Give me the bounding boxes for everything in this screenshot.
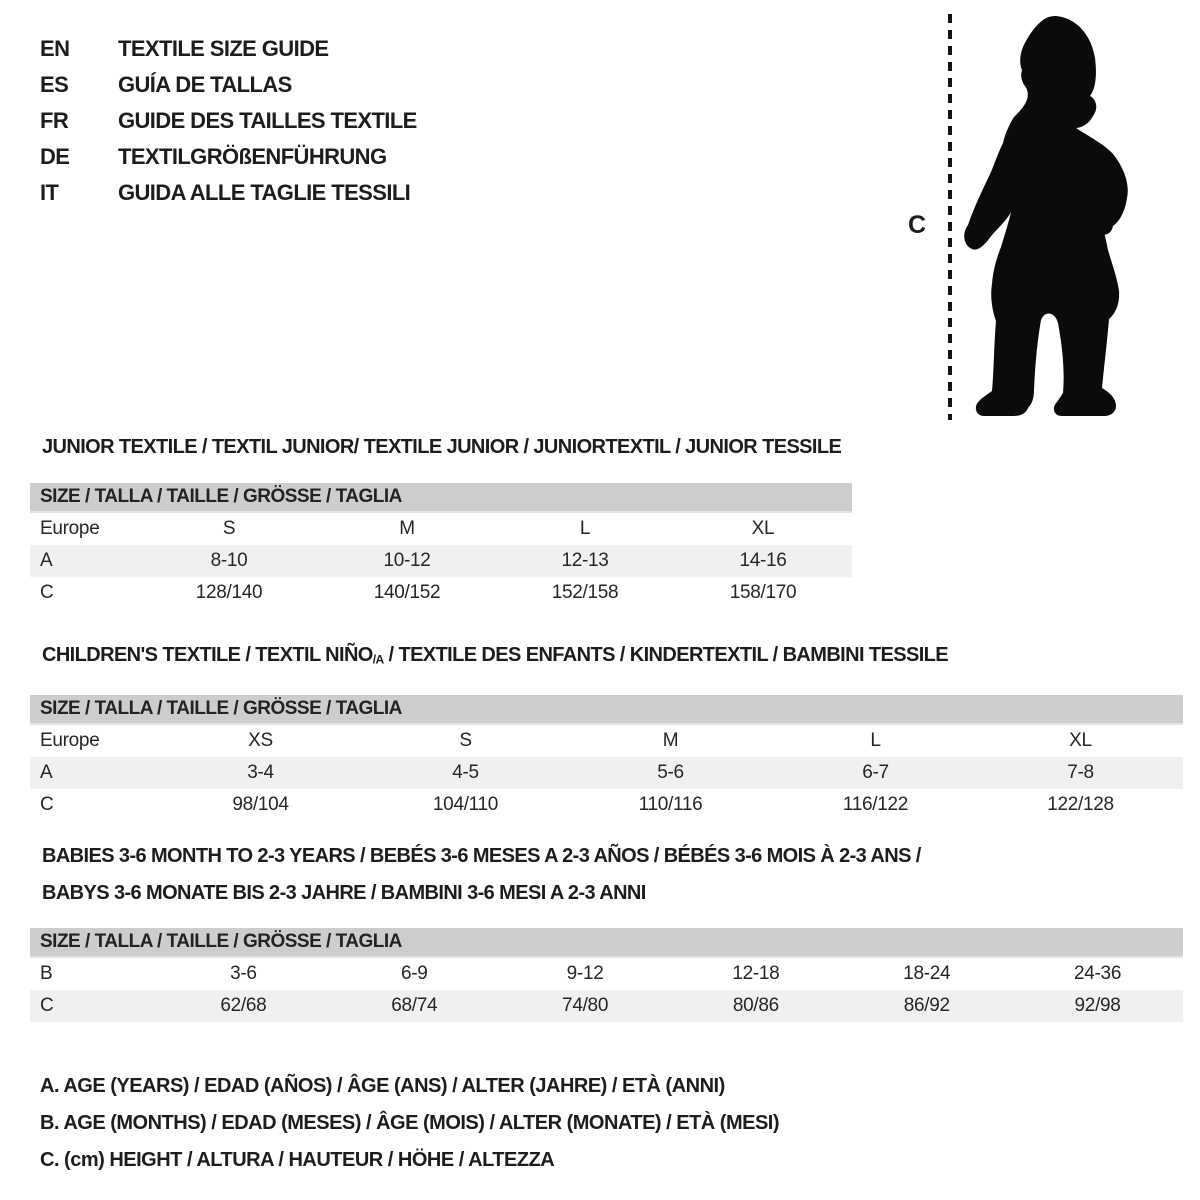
language-row <box>40 175 417 211</box>
table-cell: 4-5 <box>452 761 479 783</box>
table-cell: 80/86 <box>732 995 779 1016</box>
table-header-label: SIZE / TALLA / TAILLE / GRÖSSE / TAGLIA <box>40 486 402 507</box>
language-title: TEXTILGRÖßENFÜHRUNG <box>118 144 387 169</box>
table-cell: 128/140 <box>195 582 263 603</box>
title-segment: CHILDREN'S TEXTILE / TEXTIL NIÑO <box>42 644 373 666</box>
table-cell: 98/104 <box>232 793 289 815</box>
language-row <box>40 139 417 175</box>
table-cell: 7-8 <box>1067 761 1094 783</box>
table-cell: 12-18 <box>732 963 780 984</box>
title-segment: /A <box>372 652 384 667</box>
table-header-band <box>30 483 852 513</box>
size-table-babies <box>30 838 1183 1022</box>
section-title <box>42 838 1183 912</box>
table-cell: 110/116 <box>638 793 703 815</box>
row-label: C <box>40 793 54 815</box>
table-cell: XL <box>751 518 775 539</box>
toddler-silhouette <box>964 16 1128 416</box>
height-measure-label: C <box>908 211 927 239</box>
table-row <box>30 577 852 609</box>
table-row <box>30 545 852 577</box>
table-cell: 152/158 <box>551 582 619 603</box>
table-cell: 74/80 <box>562 995 609 1016</box>
table-cell: 62/68 <box>220 995 267 1016</box>
table-cell: XL <box>1069 729 1092 751</box>
toddler-figure <box>880 0 1200 430</box>
language-code: FR <box>40 108 69 133</box>
table-header-band <box>30 695 1183 725</box>
table-cell: L <box>579 518 591 539</box>
language-code: ES <box>40 72 69 97</box>
table-cell: M <box>662 729 679 751</box>
table-cell: S <box>459 729 472 751</box>
title-segment: BABYS 3-6 MONATE BIS 2-3 JAHRE / BAMBINI 3-6 MESI A 2-3 ANNI <box>42 882 646 904</box>
table-cell: 68/74 <box>391 995 438 1016</box>
language-code: DE <box>40 144 70 169</box>
table-cell: 8-10 <box>210 550 248 571</box>
language-code: EN <box>40 36 70 61</box>
table-header-label: SIZE / TALLA / TAILLE / GRÖSSE / TAGLIA <box>40 931 402 952</box>
table-cell: S <box>222 518 236 539</box>
table-cell: 12-13 <box>561 550 609 571</box>
table-cell: 3-4 <box>247 761 274 783</box>
table-cell: 140/152 <box>373 582 441 603</box>
title-segment: JUNIOR TEXTILE / TEXTIL JUNIOR/ TEXTILE JUNIOR / JUNIORTEXTIL / JUNIOR TESSILE <box>42 436 842 458</box>
row-label: B <box>40 963 53 984</box>
table-cell: 24-36 <box>1074 963 1122 984</box>
section-title-line <box>42 437 852 458</box>
section-title-line <box>42 838 1183 875</box>
table-cell: 18-24 <box>903 963 951 984</box>
table-cell: 14-16 <box>739 550 787 571</box>
table-cell: 6-9 <box>400 963 428 984</box>
language-title: GUIDA ALLE TAGLIE TESSILI <box>118 180 411 205</box>
table-cell: 6-7 <box>862 761 889 783</box>
legend-line: B. AGE (MONTHS) / EDAD (MESES) / ÂGE (MOIS) / ALTER (MONATE) / ETÀ (MESI) <box>40 1112 780 1134</box>
size-table-junior <box>30 437 852 609</box>
language-title-list <box>40 31 417 211</box>
table-cell: 116/122 <box>842 793 909 815</box>
language-row <box>40 103 417 139</box>
section-title-line <box>42 645 1183 671</box>
table-header-label: SIZE / TALLA / TAILLE / GRÖSSE / TAGLIA <box>40 697 402 719</box>
row-label: A <box>40 550 53 571</box>
title-segment: BABIES 3-6 MONTH TO 2-3 YEARS / BEBÉS 3-6 MESES A 2-3 AÑOS / BÉBÉS 3-6 MOIS À 2-3 ANS / <box>42 845 921 867</box>
title-segment: / TEXTILE DES ENFANTS / KINDERTEXTIL / BAMBINI TESSILE <box>383 644 949 666</box>
table-cell: 10-12 <box>383 550 431 571</box>
table-header-band <box>30 928 1183 958</box>
table-row <box>30 725 1183 757</box>
table-row <box>30 513 852 545</box>
language-code: IT <box>40 180 59 205</box>
table-cell: 92/98 <box>1074 995 1121 1016</box>
language-title: GUÍA DE TALLAS <box>118 72 292 97</box>
section-title <box>42 437 852 458</box>
legend-line: A. AGE (YEARS) / EDAD (AÑOS) / ÂGE (ANS) / ALTER (JAHRE) / ETÀ (ANNI) <box>40 1075 725 1097</box>
table-cell: 104/110 <box>432 793 499 815</box>
size-legend <box>40 1068 779 1179</box>
table-cell: XS <box>248 729 273 751</box>
row-label: A <box>40 761 53 783</box>
row-label: Europe <box>40 518 100 539</box>
table-cell: 86/92 <box>903 995 950 1016</box>
language-row <box>40 67 417 103</box>
row-label: Europe <box>40 729 100 751</box>
table-cell: 158/170 <box>729 582 797 603</box>
table-row <box>30 990 1183 1022</box>
table-cell: L <box>870 729 881 751</box>
toddler-figure-svg <box>880 0 1200 430</box>
language-title: TEXTILE SIZE GUIDE <box>118 36 329 61</box>
legend-line: C. (cm) HEIGHT / ALTURA / HAUTEUR / HÖHE / ALTEZZA <box>40 1149 555 1171</box>
section-title-line <box>42 875 1183 912</box>
table-row <box>30 958 1183 990</box>
table-cell: 9-12 <box>566 963 604 984</box>
row-label: C <box>40 582 54 603</box>
table-cell: 122/128 <box>1047 793 1114 815</box>
size-table-children <box>30 645 1183 821</box>
row-label: C <box>40 995 54 1016</box>
table-row <box>30 789 1183 821</box>
table-cell: 5-6 <box>657 761 684 783</box>
section-title <box>42 645 1183 671</box>
language-title: GUIDE DES TAILLES TEXTILE <box>118 108 417 133</box>
table-row <box>30 757 1183 789</box>
table-cell: 3-6 <box>230 963 257 984</box>
table-cell: M <box>399 518 415 539</box>
language-row <box>40 31 417 67</box>
